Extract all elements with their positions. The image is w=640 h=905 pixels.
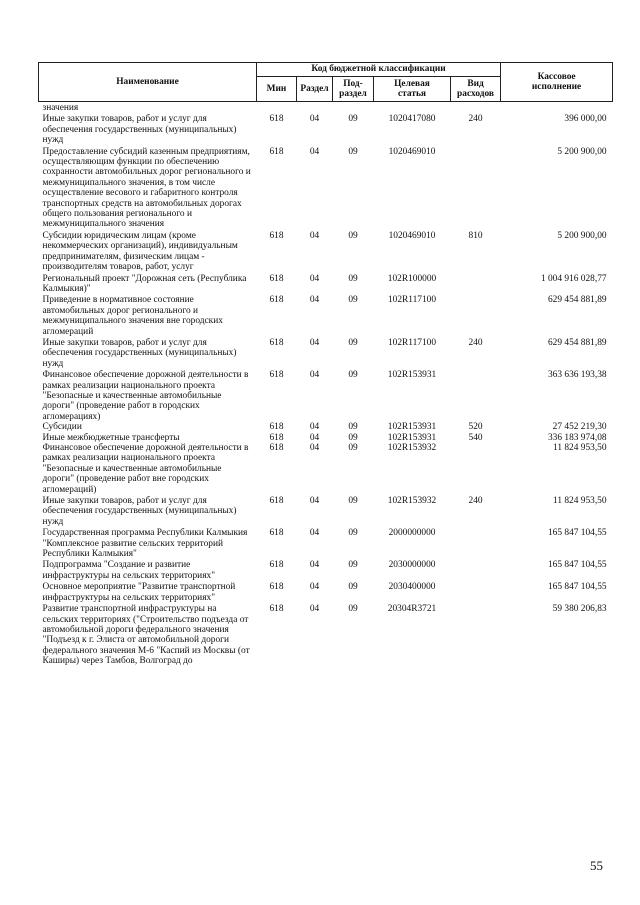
row-name: Субсидии юридическим лицам (кроме некоммерческих организаций), индивидуальным предпринимателям, физическим лицам - производителям товаров, работ, услуг [42, 230, 238, 273]
row-name: Приведение в нормативное состояние автомобильных дорог регионального и межмуниципального значения вне городских агломераций [42, 295, 223, 337]
row-amount: 629 454 881,89 [547, 295, 607, 306]
row-razdel: 04 [309, 604, 320, 615]
row-celevaya: 102R117100 [387, 337, 437, 348]
row-vid: 810 [468, 230, 483, 241]
row-celevaya: 1020469010 [388, 146, 436, 157]
row-razdel: 04 [309, 114, 320, 125]
row-min: 618 [269, 443, 284, 453]
table-row [39, 113, 613, 145]
row-vid [451, 603, 501, 666]
row-podrazdel: 09 [348, 370, 358, 381]
row-celevaya: 2030000000 [388, 560, 436, 571]
row-amount: 11 824 953,50 [553, 496, 607, 507]
row-razdel: 04 [309, 273, 320, 284]
table-row [39, 146, 613, 230]
row-min: 618 [269, 432, 284, 443]
row-min: 618 [269, 528, 284, 539]
table-row [39, 422, 613, 432]
row-podrazdel: 09 [348, 528, 358, 539]
row-vid [451, 559, 501, 581]
row-min: 618 [269, 273, 284, 284]
row-name: Иные закупки товаров, работ и услуг для обеспечения государственных (муниципальных) нужд [42, 496, 237, 527]
row-vid [451, 443, 501, 495]
header-podrazdel: Под- раздел [333, 77, 374, 102]
row-min [257, 102, 297, 114]
row-name: Основное мероприятие "Развитие транспортной инфраструктуры на сельских территориях" [42, 582, 236, 603]
row-min: 618 [269, 560, 284, 571]
row-amount: 336 183 974,08 [547, 432, 607, 443]
table-row [39, 495, 613, 527]
row-podrazdel: 09 [348, 273, 358, 284]
table-row [39, 559, 613, 581]
row-vid: 540 [468, 432, 483, 443]
row-name: Иные закупки товаров, работ и услуг для обеспечения государственных (муниципальных) нужд [42, 114, 237, 146]
page-number: 55 [590, 858, 603, 873]
row-amount: 1 004 916 028,77 [540, 273, 607, 284]
row-name: Финансовое обеспечение дорожной деятельности в рамках реализации национального проекта "Безопасные и качественные автомобильные дороги" (проведение работ в городских агломерациях) [42, 370, 249, 422]
table-row [39, 443, 613, 495]
table-row [39, 527, 613, 559]
row-amount: 396 000,00 [564, 114, 607, 125]
row-celevaya: 102R153932 [387, 496, 437, 507]
row-podrazdel: 09 [348, 443, 358, 453]
table-row [39, 581, 613, 603]
row-amount: 165 847 104,55 [547, 528, 607, 539]
row-name: Иные межбюджетные трансферты [42, 432, 180, 443]
row-min: 618 [269, 230, 284, 241]
row-celevaya: 2000000000 [388, 528, 436, 539]
row-razdel: 04 [309, 337, 320, 348]
row-razdel: 04 [309, 146, 320, 157]
header-vid: Вид расходов [451, 77, 501, 102]
row-vid [451, 369, 501, 422]
row-min: 618 [269, 496, 284, 507]
row-celevaya: 1020417080 [388, 114, 436, 125]
row-name: Предоставление субсидий казенным предприятиям, осуществляющим функции по обеспечению сохранности автомобильных дорог регионального и межмуниципального значения, в том числе осуществление весового и габаритного контроля транспортных средств на автомобильных дорогах общего пользования регионального и межмуниципального значения [42, 146, 251, 230]
row-podrazdel: 09 [348, 337, 358, 348]
row-amount: 27 452 219,30 [552, 422, 607, 433]
row-vid: 520 [468, 422, 483, 433]
header-razdel: Раздел [297, 77, 333, 102]
row-celevaya: 102R153931 [387, 422, 437, 433]
row-vid: 240 [468, 496, 483, 507]
row-amount: 363 636 193,38 [547, 370, 607, 381]
row-razdel: 04 [309, 582, 320, 593]
row-celevaya: 1020469010 [388, 230, 436, 241]
row-celevaya: 102R100000 [387, 273, 437, 284]
row-podrazdel: 09 [348, 295, 358, 306]
row-amount [501, 102, 613, 114]
row-razdel: 04 [309, 432, 320, 443]
row-podrazdel: 09 [348, 604, 358, 615]
row-amount: 59 380 206,83 [552, 604, 607, 615]
row-celevaya: 20304R3721 [387, 604, 437, 615]
row-razdel: 04 [309, 560, 320, 571]
row-vid [451, 294, 501, 337]
table-body [39, 102, 613, 667]
row-amount: 11 824 953,50 [553, 443, 607, 453]
row-podrazdel: 09 [348, 582, 358, 593]
row-amount: 629 454 881,89 [547, 337, 607, 348]
row-amount: 5 200 900,00 [557, 146, 607, 157]
table-row [39, 433, 613, 443]
table-row [39, 603, 613, 666]
header-celevaya: Целевая статья [374, 77, 451, 102]
row-vid [451, 273, 501, 295]
row-podrazdel: 09 [348, 560, 358, 571]
row-vid: 240 [468, 337, 483, 348]
row-min: 618 [269, 114, 284, 125]
row-name: Развитие транспортной инфраструктуры на сельских территориях ("Строительство подъезда от автомобильной дороги федерального значения "Подъезд к г. Элиста от автомобильной дороги федерального значения М-6 "Каспий из Москвы (от Каширы) через Тамбов, Волгоград до [42, 604, 250, 667]
row-vid [451, 527, 501, 559]
row-min: 618 [269, 146, 284, 157]
row-razdel: 04 [309, 528, 320, 539]
table-row [39, 369, 613, 422]
row-podrazdel [333, 102, 374, 114]
header-kassovoe: Кассовое исполнение [501, 63, 613, 102]
row-podrazdel: 09 [348, 230, 358, 241]
header-min: Мин [257, 77, 297, 102]
table-row [39, 294, 613, 337]
row-min: 618 [269, 604, 284, 615]
header-name: Наименование [39, 63, 257, 102]
row-celevaya [374, 102, 451, 114]
row-celevaya: 102R153931 [387, 432, 437, 443]
row-name: Финансовое обеспечение дорожной деятельности в рамках реализации национального проекта "Безопасные и качественные автомобильные дороги" (проведение работ вне городских агломераций) [42, 443, 249, 495]
row-celevaya: 2030400000 [388, 582, 436, 593]
table-row [39, 337, 613, 369]
row-vid [451, 102, 501, 114]
row-podrazdel: 09 [348, 496, 358, 507]
row-vid: 240 [468, 114, 483, 125]
row-razdel: 04 [309, 422, 320, 433]
row-razdel: 04 [309, 295, 320, 306]
row-min: 618 [269, 295, 284, 306]
header-code-group: Код бюджетной классификации [257, 63, 501, 77]
row-razdel: 04 [309, 370, 320, 381]
row-name: Подпрограмма "Создание и развитие инфраструктуры на сельских территориях" [42, 560, 216, 581]
table-row [39, 102, 613, 114]
table-row [39, 273, 613, 295]
row-razdel: 04 [309, 496, 320, 507]
table-row [39, 230, 613, 273]
row-amount: 165 847 104,55 [547, 582, 607, 593]
row-min: 618 [269, 422, 284, 433]
row-name: Субсидии [42, 422, 82, 433]
row-amount: 5 200 900,00 [557, 230, 607, 241]
row-vid [451, 581, 501, 603]
row-min: 618 [269, 582, 284, 593]
row-razdel [297, 102, 333, 114]
table-header [39, 63, 613, 102]
row-name: Государственная программа Республики Калмыкия "Комплексное развитие сельских территорий Республики Калмыкия" [42, 528, 248, 560]
row-podrazdel: 09 [348, 432, 358, 443]
row-name: Иные закупки товаров, работ и услуг для обеспечения государственных (муниципальных) нужд [42, 337, 237, 369]
row-celevaya: 102R117100 [387, 295, 437, 306]
row-amount: 165 847 104,55 [547, 560, 607, 571]
budget-table [38, 62, 613, 667]
row-min: 618 [269, 337, 284, 348]
row-podrazdel: 09 [348, 146, 358, 157]
row-podrazdel: 09 [348, 114, 358, 125]
row-celevaya: 102R153931 [387, 370, 437, 381]
row-razdel: 04 [309, 443, 320, 453]
row-celevaya: 102R153932 [387, 443, 437, 453]
row-podrazdel: 09 [348, 422, 358, 433]
row-min: 618 [269, 370, 284, 381]
row-name: Региональный проект "Дорожная сеть (Республика Калмыкия)" [42, 273, 247, 294]
row-name: значения [42, 103, 79, 113]
row-vid [451, 146, 501, 230]
row-razdel: 04 [309, 230, 320, 241]
document-page [38, 62, 612, 667]
